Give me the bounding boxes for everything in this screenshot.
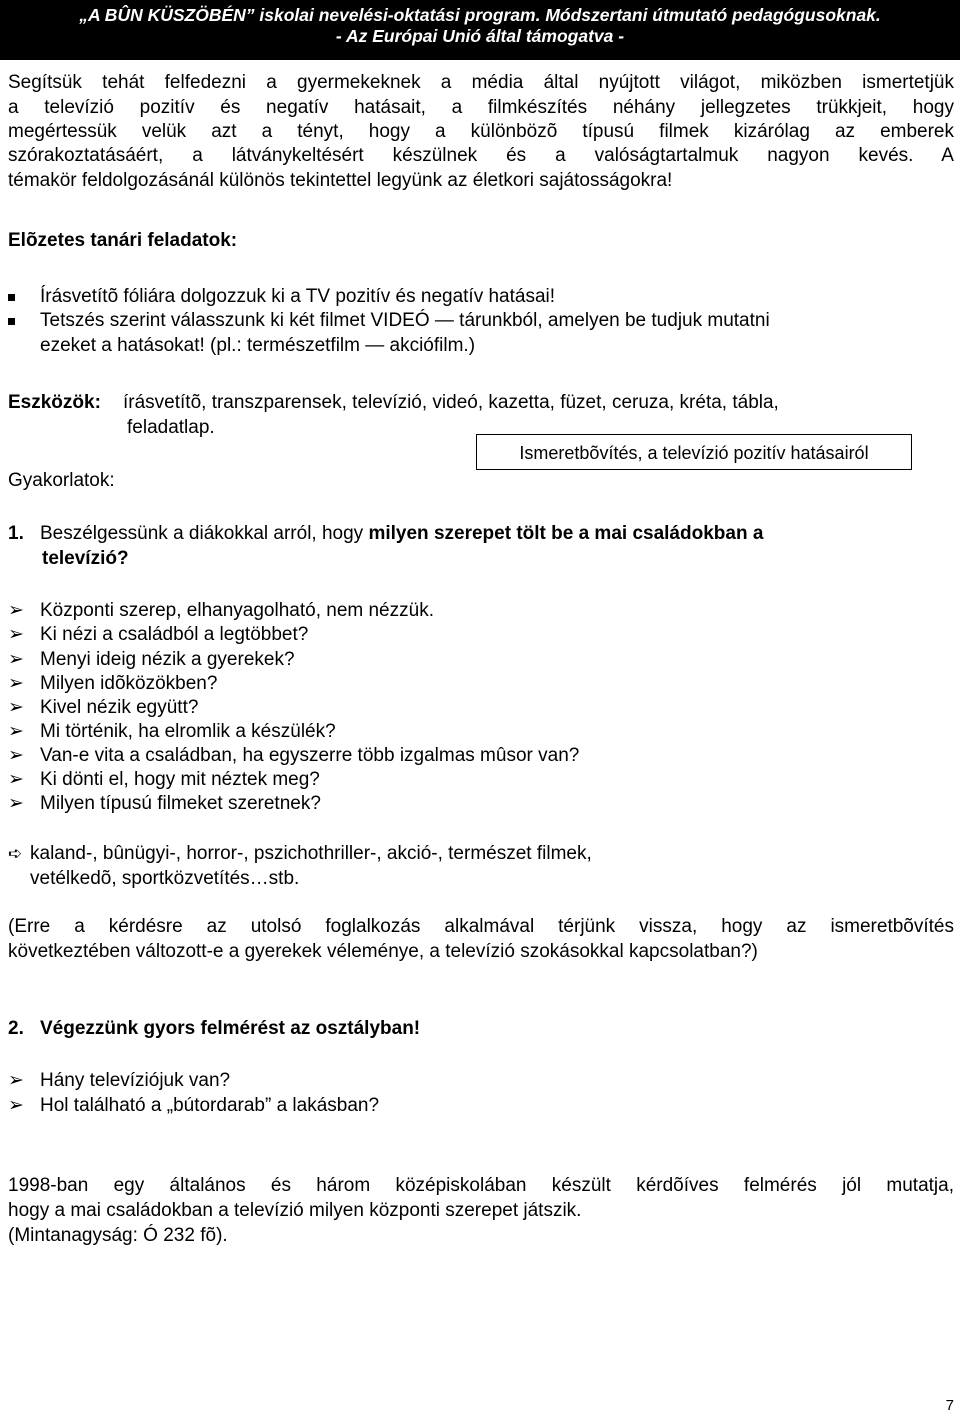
genres-line-1: kaland-, bûnügyi-, horror-, pszichothriller-, akció-, természet filmek, — [30, 843, 592, 864]
prelim-item-1: Írásvetítõ fóliára dolgozzuk ki a TV pozitív és negatív hatásai! — [40, 286, 556, 307]
prelim-heading: Elõzetes tanári feladatok: — [8, 230, 238, 251]
note-line-1: (Erre a kérdésre az utolsó foglalkozás alkalmával térjünk vissza, hogy az ismeretbõvítés — [8, 916, 954, 937]
arrow-bullet-icon: ➢ — [8, 769, 24, 790]
q2-number: 2. — [8, 1018, 24, 1039]
list-item: Hol található a „bútordarab” a lakásban? — [40, 1095, 380, 1116]
arrow-bullet-icon: ➢ — [8, 793, 24, 814]
square-bullet-icon — [8, 294, 15, 301]
q1-text-normal: Beszélgessünk a diákokkal arról, hogy — [40, 523, 369, 544]
header-line-1: „A BÛN KÜSZÖBÉN” iskolai nevelési-oktatási program. Módszertani útmutató pedagógusoknak. — [79, 5, 881, 25]
arrow-bullet-icon: ➢ — [8, 1070, 24, 1091]
tools-line-1: írásvetítõ, transzparensek, televízió, videó, kazetta, füzet, ceruza, kréta, tábla, — [123, 392, 779, 413]
tools-line-2: feladatlap. — [127, 417, 215, 438]
list-item: Központi szerep, elhanyagolható, nem nézzük. — [40, 600, 434, 621]
exercises-heading: Gyakorlatok: — [8, 470, 115, 491]
arrow-bullet-icon: ➢ — [8, 624, 24, 645]
arrow-bullet-icon: ➢ — [8, 649, 24, 670]
arrow-bullet-icon: ➢ — [8, 1095, 24, 1116]
list-item: Milyen idõközökben? — [40, 673, 218, 694]
list-item: Ki nézi a családból a legtöbbet? — [40, 624, 309, 645]
list-item: Van-e vita a családban, ha egyszerre több izgalmas mûsor van? — [40, 745, 580, 766]
tools-label: Eszközök: — [8, 392, 101, 413]
boxed-section-title: Ismeretbõvítés, a televízió pozitív hatásairól — [476, 434, 912, 470]
arrow-bullet-icon: ➢ — [8, 721, 24, 742]
page-number: 7 — [945, 1397, 954, 1414]
arrow-bullet-icon: ➢ — [8, 600, 24, 621]
prelim-item-2-line-1: Tetszés szerint válasszunk ki két filmet VIDEÓ — tárunkból, amelyen be tudjuk mutatni — [40, 310, 770, 331]
intro-line-4: szórakoztatásáért, a látványkeltésért készülnek és a valóságtartalmuk nagyon kevés. A — [8, 145, 954, 166]
intro-line-2: a televízió pozitív és negatív hatásait, a filmkészítés néhány jellegzetes trükkjeit, hogy — [8, 97, 954, 118]
intro-line-3: megértessük velük azt a tényt, hogy a különbözõ típusú filmek kizárólag az emberek — [8, 121, 954, 142]
q1-number: 1. — [8, 523, 24, 544]
note-line-2: következtében változott-e a gyerekek véleménye, a televízió szokásokkal kapcsolatban?) — [8, 941, 758, 962]
list-item: Milyen típusú filmeket szeretnek? — [40, 793, 321, 814]
intro-line-1: Segítsük tehát felfedezni a gyermekeknek a média által nyújtott világot, miközben ismertetjük — [8, 72, 954, 93]
page-header — [0, 0, 960, 60]
genres-line-2: vetélkedõ, sportközvetítés…stb. — [30, 868, 300, 889]
q1-text-bold: milyen szerepet tölt be a mai családokban a — [368, 523, 764, 544]
arrow-bullet-icon: ➢ — [8, 745, 24, 766]
arrow-bullet-icon: ➢ — [8, 673, 24, 694]
list-item: Kivel nézik együtt? — [40, 697, 199, 718]
header-line-2: - Az Európai Unió által támogatva - — [335, 26, 625, 46]
closing-line-2: hogy a mai családokban a televízió milyen központi szerepet játszik. — [8, 1200, 582, 1221]
prelim-item-2-line-2: ezeket a hatásokat! (pl.: természetfilm — akciófilm.) — [40, 335, 476, 356]
closing-line-1: 1998-ban egy általános és három középiskolában készült kérdõíves felmérés jól mutatja, — [8, 1175, 954, 1196]
list-item: Menyi ideig nézik a gyerekek? — [40, 649, 295, 670]
list-item: Mi történik, ha elromlik a készülék? — [40, 721, 336, 742]
intro-line-5: témakör feldolgozásánál különös tekintettel legyünk az életkori sajátosságokra! — [8, 170, 673, 191]
arrow-bullet-icon: ➢ — [8, 697, 24, 718]
list-item: Hány televíziójuk van? — [40, 1070, 231, 1091]
closing-line-3: (Mintanagyság: Ó 232 fõ). — [8, 1225, 228, 1246]
q1-text — [40, 522, 763, 546]
square-bullet-icon — [8, 318, 15, 325]
list-item: Ki dönti el, hogy mit néztek meg? — [40, 769, 320, 790]
q1-text-bold-2: televízió? — [42, 548, 129, 569]
pointing-arrow-icon: ➪ — [8, 844, 23, 863]
q2-text: Végezzünk gyors felmérést az osztályban! — [40, 1018, 421, 1039]
